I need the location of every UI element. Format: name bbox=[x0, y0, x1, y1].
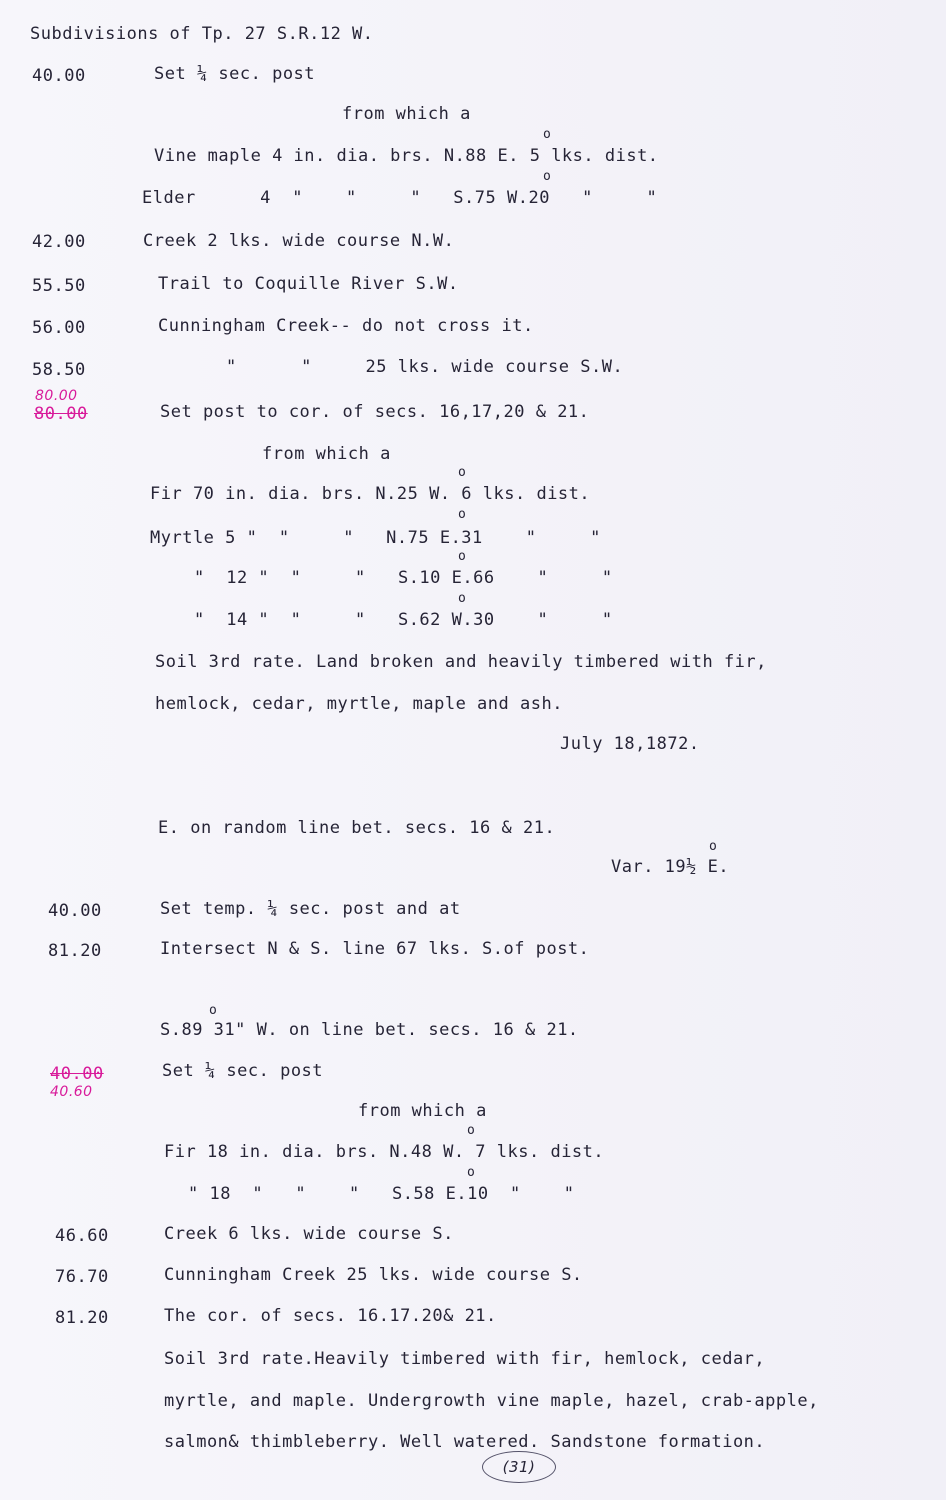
entry-text: Set temp. ¼ sec. post and at bbox=[160, 899, 461, 919]
entry-text: " " 25 lks. wide course S.W. bbox=[226, 357, 624, 377]
distance: 46.60 bbox=[55, 1226, 109, 1246]
entry-text: Set post to cor. of secs. 16,17,20 & 21. bbox=[160, 402, 590, 422]
distance: 76.70 bbox=[55, 1267, 109, 1287]
entry-text: Set ¼ sec. post bbox=[154, 64, 316, 84]
entry-text: from which a bbox=[342, 104, 471, 124]
entry-text: Trail to Coquille River S.W. bbox=[158, 274, 459, 294]
entry-text: The cor. of secs. 16.17.20& 21. bbox=[164, 1306, 497, 1326]
page-header: Subdivisions of Tp. 27 S.R.12 W. bbox=[30, 24, 374, 44]
bearing-tree-line: Fir 18 in. dia. brs. N.48 W. 7 lks. dist. bbox=[164, 1142, 605, 1162]
degree-mark: o bbox=[467, 1165, 476, 1180]
degree-mark: o bbox=[543, 127, 552, 142]
entry-text: Set ¼ sec. post bbox=[162, 1061, 324, 1081]
bearing-tree-line: Myrtle 5 " " " N.75 E.31 " " bbox=[150, 528, 601, 548]
degree-mark: o bbox=[543, 169, 552, 184]
entry-text: Soil 3rd rate.Heavily timbered with fir, hemlock, cedar, bbox=[164, 1349, 766, 1369]
distance: 40.00 bbox=[48, 901, 102, 921]
bearing-tree-line: " 12 " " " S.10 E.66 " " bbox=[194, 568, 613, 588]
distance-struck: 80.00 bbox=[34, 404, 88, 424]
distance: 56.00 bbox=[32, 318, 86, 338]
entry-text: hemlock, cedar, myrtle, maple and ash. bbox=[155, 694, 563, 714]
distance: 81.20 bbox=[48, 941, 102, 961]
degree-mark: o bbox=[458, 465, 467, 480]
degree-mark: o bbox=[458, 549, 467, 564]
entry-date: July 18,1872. bbox=[560, 734, 700, 754]
entry-text: Creek 2 lks. wide course N.W. bbox=[143, 231, 455, 251]
distance-correction: 80.00 bbox=[35, 388, 78, 404]
distance: 81.20 bbox=[55, 1308, 109, 1328]
degree-mark: o bbox=[709, 839, 718, 854]
entry-text: Intersect N & S. line 67 lks. S.of post. bbox=[160, 939, 590, 959]
distance-struck: 40.00 bbox=[50, 1064, 104, 1084]
degree-mark: o bbox=[209, 1003, 218, 1018]
entry-text: myrtle, and maple. Undergrowth vine maple, hazel, crab-apple, bbox=[164, 1391, 819, 1411]
distance: 40.00 bbox=[32, 66, 86, 86]
entry-text: Creek 6 lks. wide course S. bbox=[164, 1224, 454, 1244]
variation: Var. 19½ E. bbox=[611, 857, 730, 877]
degree-mark: o bbox=[458, 591, 467, 606]
page-number: (31) bbox=[482, 1451, 556, 1483]
degree-mark: o bbox=[467, 1123, 476, 1138]
entry-text: salmon& thimbleberry. Well watered. Sandstone formation. bbox=[164, 1432, 766, 1452]
line-heading: E. on random line bet. secs. 16 & 21. bbox=[158, 818, 556, 838]
bearing-tree-line: Vine maple 4 in. dia. brs. N.88 E. 5 lks. dist. bbox=[154, 146, 659, 166]
bearing-tree-line: " 14 " " " S.62 W.30 " " bbox=[194, 610, 613, 630]
distance-correction: 40.60 bbox=[50, 1084, 93, 1100]
entry-text: from which a bbox=[358, 1101, 487, 1121]
entry-text: Cunningham Creek-- do not cross it. bbox=[158, 316, 534, 336]
bearing-tree-line: " 18 " " " S.58 E.10 " " bbox=[188, 1184, 575, 1204]
distance: 58.50 bbox=[32, 360, 86, 380]
entry-text: from which a bbox=[262, 444, 391, 464]
bearing-tree-line: Fir 70 in. dia. brs. N.25 W. 6 lks. dist. bbox=[150, 484, 591, 504]
distance: 55.50 bbox=[32, 276, 86, 296]
line-heading: S.89 31" W. on line bet. secs. 16 & 21. bbox=[160, 1020, 579, 1040]
bearing-tree-line: Elder 4 " " " S.75 W.20 " " bbox=[142, 188, 658, 208]
distance: 42.00 bbox=[32, 232, 86, 252]
entry-text: Soil 3rd rate. Land broken and heavily timbered with fir, bbox=[155, 652, 767, 672]
degree-mark: o bbox=[458, 507, 467, 522]
entry-text: Cunningham Creek 25 lks. wide course S. bbox=[164, 1265, 583, 1285]
